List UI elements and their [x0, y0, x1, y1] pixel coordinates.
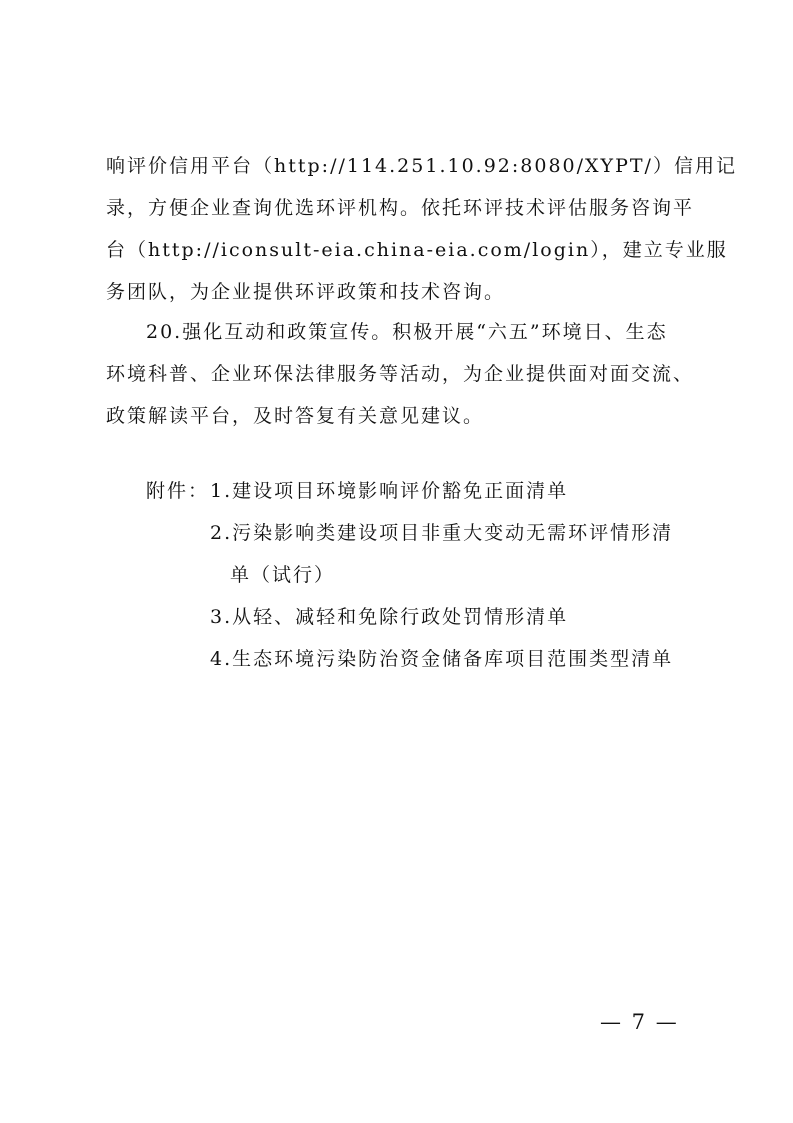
paragraph-policy-promotion	[106, 311, 696, 437]
text-line: 20.强化互动和政策宣传。积极开展“六五”环境日、生态	[146, 321, 668, 343]
text-line: 台（http://iconsult-eia.china-eia.com/login），建立专业服	[106, 239, 728, 261]
paragraph-credit-platform	[106, 145, 737, 313]
text-line: 务团队，为企业提供环评政策和技术咨询。	[106, 281, 506, 303]
page-number: — 7 —	[600, 1010, 679, 1034]
attachment-row	[146, 638, 706, 680]
attachment-row	[146, 596, 706, 638]
attachment-row	[146, 470, 706, 512]
text-line: 环境科普、企业环保法律服务等活动，为企业提供面对面交流、	[106, 363, 695, 385]
attachment-item: 3.从轻、减轻和免除行政处罚情形清单	[210, 606, 569, 628]
attachment-item: 4.生态环境污染防治资金储备库项目范围类型清单	[210, 648, 674, 670]
text-line: 录，方便企业查询优选环评机构。依托环评技术评估服务咨询平	[106, 197, 695, 219]
attachment-row	[146, 554, 706, 596]
attachment-item: 2.污染影响类建设项目非重大变动无需环评情形清	[210, 522, 674, 544]
attachment-item-continuation: 单（试行）	[230, 564, 336, 586]
text-line: 响评价信用平台（http://114.251.10.92:8080/XYPT/）信用记	[106, 155, 737, 177]
text-line: 政策解读平台，及时答复有关意见建议。	[106, 405, 485, 427]
attachment-label: 附件：	[146, 480, 210, 502]
attachment-item: 1.建设项目环境影响评价豁免正面清单	[210, 480, 569, 502]
attachment-row	[146, 512, 706, 554]
attachment-list	[146, 470, 706, 680]
